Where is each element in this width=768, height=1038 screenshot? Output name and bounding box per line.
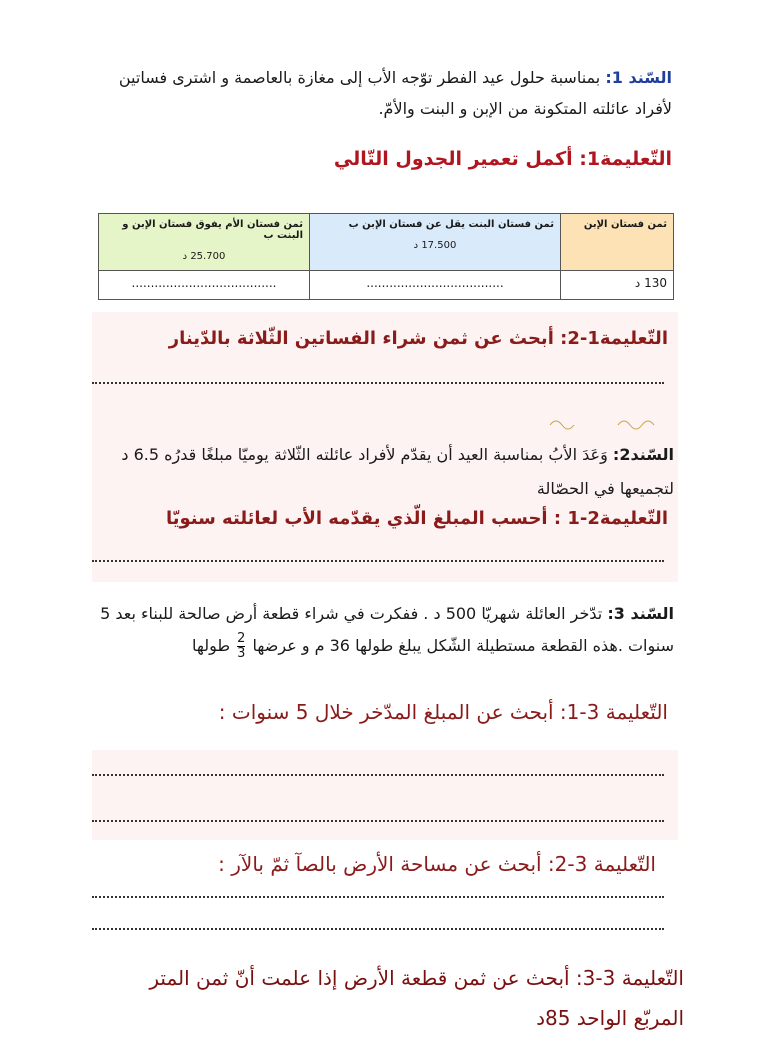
fraction-two-thirds: $\frac{2}{3}$ [237, 631, 246, 661]
answer-line-32a[interactable] [92, 894, 664, 898]
header-son: ثمن فستان الإبن [561, 214, 674, 271]
answer-line-32b[interactable] [92, 926, 664, 930]
table-value-row [99, 271, 674, 300]
sanad1-label: السّند 1: [605, 68, 672, 87]
table-header-row [99, 214, 674, 271]
stamp-mark [548, 415, 668, 431]
sanad1-text: بمناسبة حلول عيد الفطر توّجه الأب إلى مغازة بالعاصمة و اشترى فساتين لأفراد عائلته المتكونة من الإبن و البنت والأمّ. [118, 68, 672, 118]
sanad3-text-after: طولها [191, 636, 236, 655]
sanad3-text-before: تدّخر العائلة شهريّا 500 د . ففكرت في شراء قطعة أرض صالحة للبناء بعد 5 سنوات .هذه القطعة مستطيلة الشّكل يبلغ طولها 36 م و عرضها [100, 604, 674, 655]
value-mom-blank[interactable]: ...................................... [99, 271, 310, 300]
answer-line-12[interactable] [92, 380, 664, 384]
answer-line-31a[interactable] [92, 772, 664, 776]
sanad2-label: السّند2: [612, 445, 674, 464]
header-girl: ثمن فستان البنت يقل عن فستان الإبن ب 17.500 د [310, 214, 561, 271]
instruction33-title: التّعليمة 3-3: أبحث عن ثمن قطعة الأرض إذا علمت أنّ ثمن المتر المربّع الواحد 85د [149, 966, 684, 1030]
value-girl-blank[interactable]: .................................... [310, 271, 561, 300]
sanad2-paragraph [92, 438, 674, 506]
answer-line-31b[interactable] [92, 818, 664, 822]
instruction12-title: التّعليمة1-2: أبحث عن ثمن شراء الفساتين الثّلاثة بالدّينار [168, 328, 668, 349]
value-son: 130 د [561, 271, 674, 300]
sanad2-text: وَعَدَ الأبُ بمناسبة العيد أن يقدّم لأفراد عائلته الثّلاثة يوميّا مبلغًا قدرُه 6.5 د لتجميعها في الحصّالة [121, 445, 674, 498]
prices-table [98, 213, 674, 300]
sanad1-paragraph [92, 62, 672, 124]
answer-line-21[interactable] [92, 558, 664, 562]
instruction32-title: التّعليمة 3-2: أبحث عن مساحة الأرض بالصآ ثمّ بالآر : [218, 852, 656, 876]
answer-band-31 [92, 750, 678, 840]
instruction21-title: التّعليمة2-1 : أحسب المبلغ الّذي يقدّمه الأب لعائلته سنويّا [165, 508, 668, 529]
sanad3-paragraph [92, 598, 674, 662]
instruction31-title: التّعليمة 3-1: أبحث عن المبلغ المدّخر خلال 5 سنوات : [218, 700, 668, 724]
header-mom: ثمن فستان الأم يفوق فستان الإبن و البنت ب 25.700 د [99, 214, 310, 271]
instruction1-title: التّعليمة1: أكمل تعمير الجدول التّالي [333, 148, 672, 170]
sanad3-label: السّند 3: [607, 604, 674, 623]
girl-difference: 17.500 د [413, 240, 457, 251]
mom-difference: 25.700 د [182, 251, 226, 262]
